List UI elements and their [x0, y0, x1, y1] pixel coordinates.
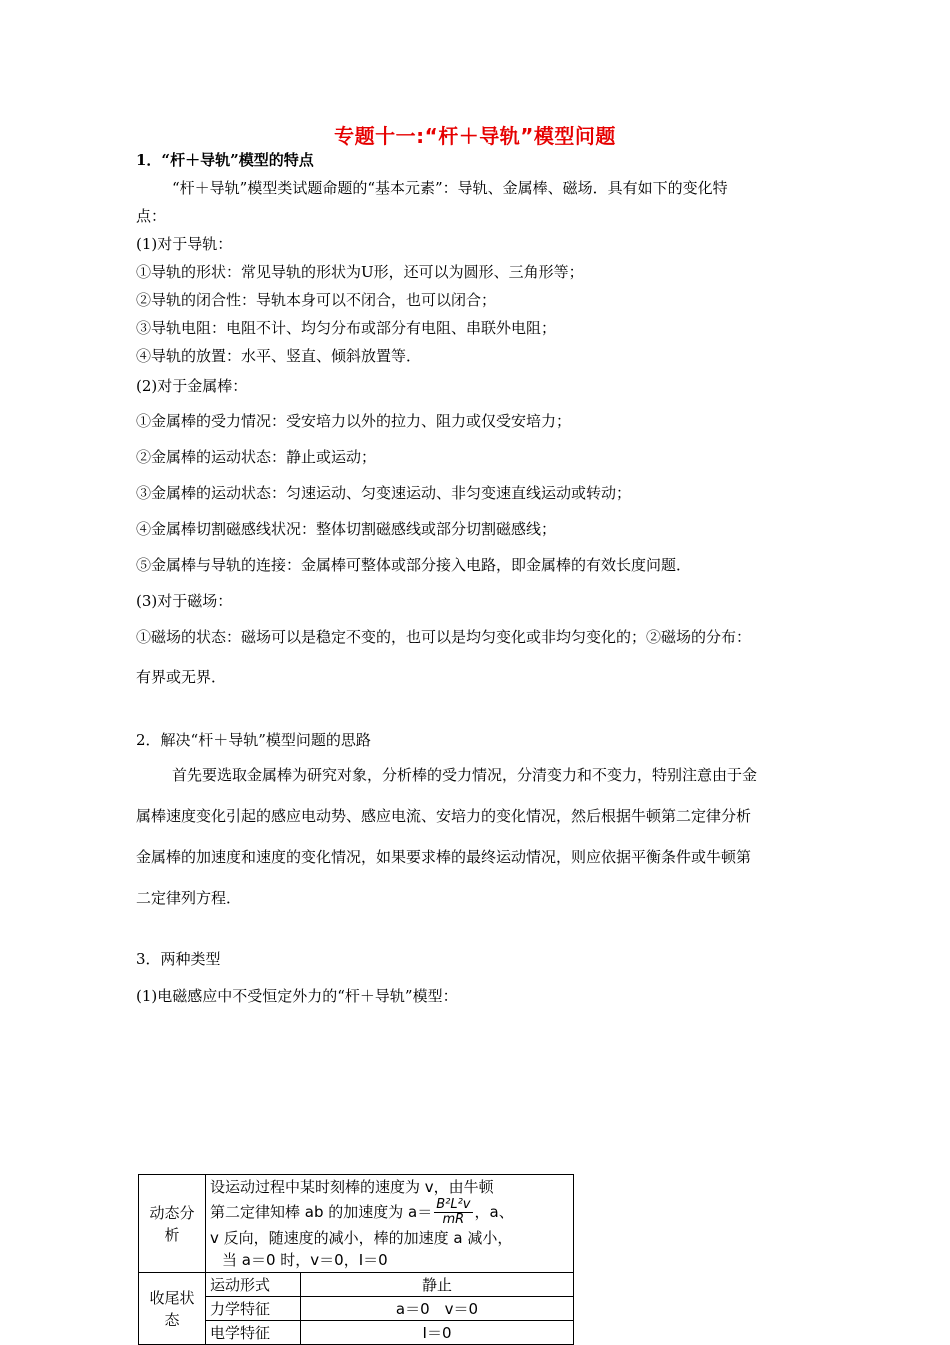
dynamic-line-2 — [210, 1198, 569, 1227]
field-line-2: 有界或无界． — [136, 668, 227, 686]
field-line-1: ①磁场的状态：磁场可以是稳定不变的，也可以是均匀变化或非均匀变化的；②磁场的分布： — [136, 628, 752, 646]
page-title: 专题十一:“杆＋导轨”模型问题 — [334, 124, 616, 148]
end-state-item-name: 电学特征 — [206, 1321, 301, 1345]
section-3-heading: 3．两种类型 — [136, 950, 221, 968]
dynamic-line-1: 设运动过程中某时刻棒的速度为 v，由牛顿 — [210, 1178, 494, 1196]
end-state-item-value: 静止 — [301, 1273, 574, 1297]
fraction-denominator: mR — [442, 1212, 465, 1227]
section-2-paragraph-line: 属棒速度变化引起的感应电动势、感应电流、安培力的变化情况，然后根据牛顿第二定律分析 — [136, 807, 752, 825]
rail-item: ④导轨的放置：水平、竖直、倾斜放置等． — [136, 347, 422, 365]
section-1-intro-line-2: 点： — [136, 207, 167, 225]
section-2-paragraph-line: 首先要选取金属棒为研究对象，分析棒的受力情况，分清变力和不变力，特别注意由于金 — [172, 766, 758, 784]
end-state-item-value: I＝0 — [301, 1321, 574, 1345]
rail-item: ②导轨的闭合性：导轨本身可以不闭合，也可以闭合； — [136, 291, 497, 309]
dynamic-line-2-tail: ，a、 — [474, 1203, 514, 1221]
rod-item: ⑤金属棒与导轨的连接：金属棒可整体或部分接入电路，即金属棒的有效长度问题． — [136, 556, 692, 574]
acceleration-fraction — [434, 1198, 472, 1227]
rod-item: ③金属棒的运动状态：匀速运动、匀变速运动、非匀变速直线运动或转动； — [136, 484, 632, 502]
dynamic-line-2-text: 第二定律知棒 ab 的加速度为 a＝ — [210, 1203, 433, 1221]
rod-item: ②金属棒的运动状态：静止或运动； — [136, 448, 377, 466]
dynamic-line-4: 当 a＝0 时，v＝0，I＝0 — [222, 1251, 388, 1269]
fraction-numerator: B²L²v — [436, 1197, 471, 1212]
section-1-intro-line-1: “杆＋导轨”模型类试题命题的“基本元素”：导轨、金属棒、磁场．具有如下的变化特 — [172, 179, 728, 197]
section-1-heading: 1．“杆＋导轨”模型的特点 — [136, 151, 314, 169]
rail-item: ①导轨的形状：常见导轨的形状为U形，还可以为圆形、三角形等； — [136, 263, 584, 281]
rail-item: ③导轨电阻：电阻不计、均匀分布或部分有电阻、串联外电阻； — [136, 319, 557, 337]
rod-subheading: (2)对于金属棒： — [136, 377, 248, 395]
section-2-paragraph-line: 二定律列方程． — [136, 889, 242, 907]
field-subheading: (3)对于磁场： — [136, 592, 233, 610]
section-3-subheading: (1)电磁感应中不受恒定外力的“杆＋导轨”模型： — [136, 987, 458, 1005]
dynamic-analysis-label: 动态分析 — [139, 1175, 206, 1273]
model-table — [138, 1174, 574, 1345]
end-state-label: 收尾状态 — [139, 1273, 206, 1345]
section-2-heading: 2．解决“杆＋导轨”模型问题的思路 — [136, 731, 371, 749]
table-row — [139, 1175, 574, 1273]
section-2-paragraph-line: 金属棒的加速度和速度的变化情况，如果要求棒的最终运动情况，则应依据平衡条件或牛顿第 — [136, 848, 752, 866]
end-state-item-name: 力学特征 — [206, 1297, 301, 1321]
rod-item: ④金属棒切割磁感线状况：整体切割磁感线或部分切割磁感线； — [136, 520, 557, 538]
rail-subheading: (1)对于导轨： — [136, 235, 233, 253]
end-state-item-name: 运动形式 — [206, 1273, 301, 1297]
table-row — [139, 1273, 574, 1297]
rod-item: ①金属棒的受力情况：受安培力以外的拉力、阻力或仅受安培力； — [136, 412, 572, 430]
end-state-item-value: a＝0 v＝0 — [301, 1297, 574, 1321]
dynamic-analysis-content — [206, 1175, 574, 1273]
dynamic-line-3: v 反向，随速度的减小，棒的加速度 a 减小， — [210, 1229, 513, 1247]
